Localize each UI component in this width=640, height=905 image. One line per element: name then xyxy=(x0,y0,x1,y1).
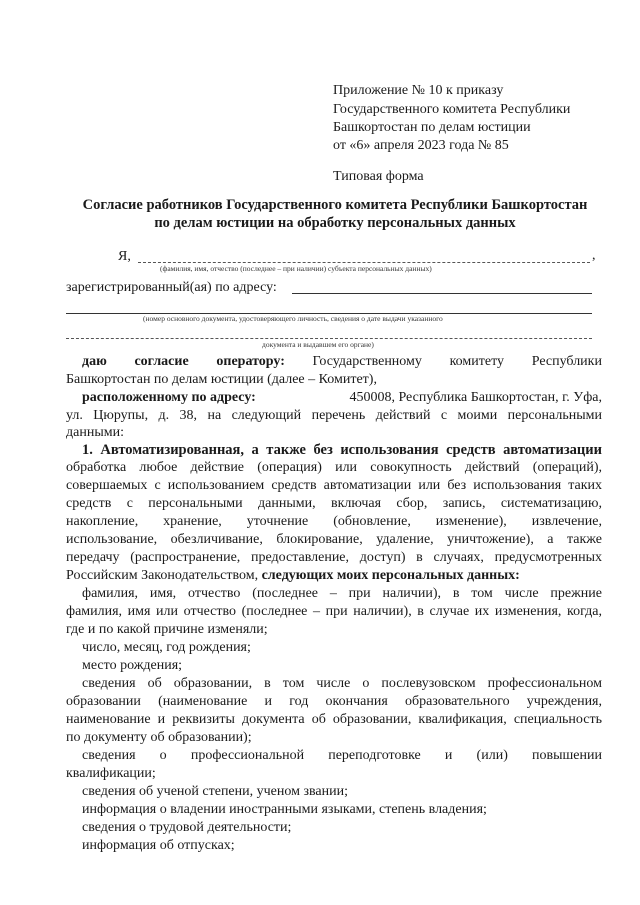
section-1-line: средств с персональными данными, включая сбор, запись, систематизацию, xyxy=(66,496,602,511)
consent-line-5: данными: xyxy=(66,425,124,440)
consent-line-4: ул. Цюрупы, д. 38, на следующий перечень действий с моими персональными xyxy=(66,408,602,423)
consent-line-3 xyxy=(82,390,602,406)
section-1-line: обработка любое действие (операция) или совокупность действий (операций), xyxy=(66,460,602,475)
header-line-4: от «6» апреля 2023 года № 85 xyxy=(333,138,509,153)
section-1-line: использование, обезличивание, блокирование, удаление, уничтожение), а также xyxy=(66,532,602,547)
address-label: расположенному по адресу: xyxy=(82,390,256,405)
consent-line-2: Башкортостан по делам юстиции (далее – Комитет), xyxy=(66,372,377,387)
data-item-line: место рождения; xyxy=(82,658,183,673)
section-1-last-plain: Российским Законодательством, xyxy=(66,568,262,583)
header-line-1: Приложение № 10 к приказу xyxy=(333,83,504,98)
consent-line-1 xyxy=(82,354,602,370)
title-line-2: по делам юстиции на обработку персональных данных xyxy=(154,215,516,231)
data-item-line: квалификации; xyxy=(66,766,156,781)
data-item-line: информация о владении иностранными языками, степень владения; xyxy=(82,802,487,817)
title-line-1: Согласие работников Государственного комитета Республики Башкортостан xyxy=(82,197,588,213)
document-field-line-2 xyxy=(66,338,592,339)
form-type: Типовая форма xyxy=(333,169,424,184)
fio-caption: (фамилия, имя, отчество (последнее – при наличии) субъекта персональных данных) xyxy=(160,264,432,273)
data-item-line: где и по какой причине изменяли; xyxy=(66,622,268,637)
data-item-line: фамилия, имя, отчество (последнее – при наличии), в том числе прежние xyxy=(82,586,602,601)
data-item-line: по документу об образовании); xyxy=(66,730,252,745)
consent-word: комитету xyxy=(449,354,505,369)
fio-comma: , xyxy=(592,248,596,263)
section-1-last-line xyxy=(66,568,520,584)
section-1-last-bold: следующих моих персональных данных xyxy=(261,568,516,583)
ya-label: Я, xyxy=(118,249,131,264)
data-item-line: фамилия, имя или отчество (последнее – при наличии), в случае их изменения, когда, xyxy=(66,604,602,619)
address-value: 450008, Республика Башкортостан, г. Уфа, xyxy=(349,390,602,405)
consent-word: даю xyxy=(82,354,107,369)
section-1-heading: 1. Автоматизированная, а также без использования средств автоматизации xyxy=(82,442,602,458)
section-1-line: передачу (распространение, предоставление, доступ) в случаях, предусмотренных xyxy=(66,550,602,565)
data-item-line: информация об отпусках; xyxy=(82,838,235,853)
consent-word: Государственному xyxy=(312,354,422,369)
document-caption-2: документа и выдавшем его органе) xyxy=(262,340,374,349)
section-1-line: накопление, хранение, уточнение (обновление, изменение), извлечение, xyxy=(66,514,602,529)
data-item-line: сведения о профессиональной переподготовке и (или) повышении xyxy=(82,748,602,763)
address-field-line xyxy=(292,293,592,294)
consent-word: согласие xyxy=(134,354,189,369)
fio-field-line xyxy=(138,262,590,263)
data-item-line: сведения об образовании, в том числе о послевузовском профессиональном xyxy=(82,676,602,691)
registered-label: зарегистрированный(ая) по адресу: xyxy=(66,280,277,295)
header-line-2: Государственного комитета Республики xyxy=(333,102,571,117)
header-line-3: Башкортостан по делам юстиции xyxy=(333,120,531,135)
consent-word: Республики xyxy=(531,354,602,369)
data-item-line: число, месяц, год рождения; xyxy=(82,640,251,655)
data-item-line: образовании (наименование и год окончания образовательного учреждения, xyxy=(66,694,602,709)
data-item-line: сведения о трудовой деятельности; xyxy=(82,820,292,835)
data-item-line: наименование и реквизиты документа об образовании, квалификация, специальность xyxy=(66,712,602,727)
data-item-line: сведения об ученой степени, ученом звании; xyxy=(82,784,349,799)
consent-word: оператору: xyxy=(216,354,285,369)
document-caption: (номер основного документа, удостоверяющего личность, сведения о дате выдачи указанного xyxy=(143,314,443,323)
section-1-last-colon: : xyxy=(515,568,520,583)
section-1-line: совершаемых с использованием средств автоматизации или без использования таких xyxy=(66,478,602,493)
